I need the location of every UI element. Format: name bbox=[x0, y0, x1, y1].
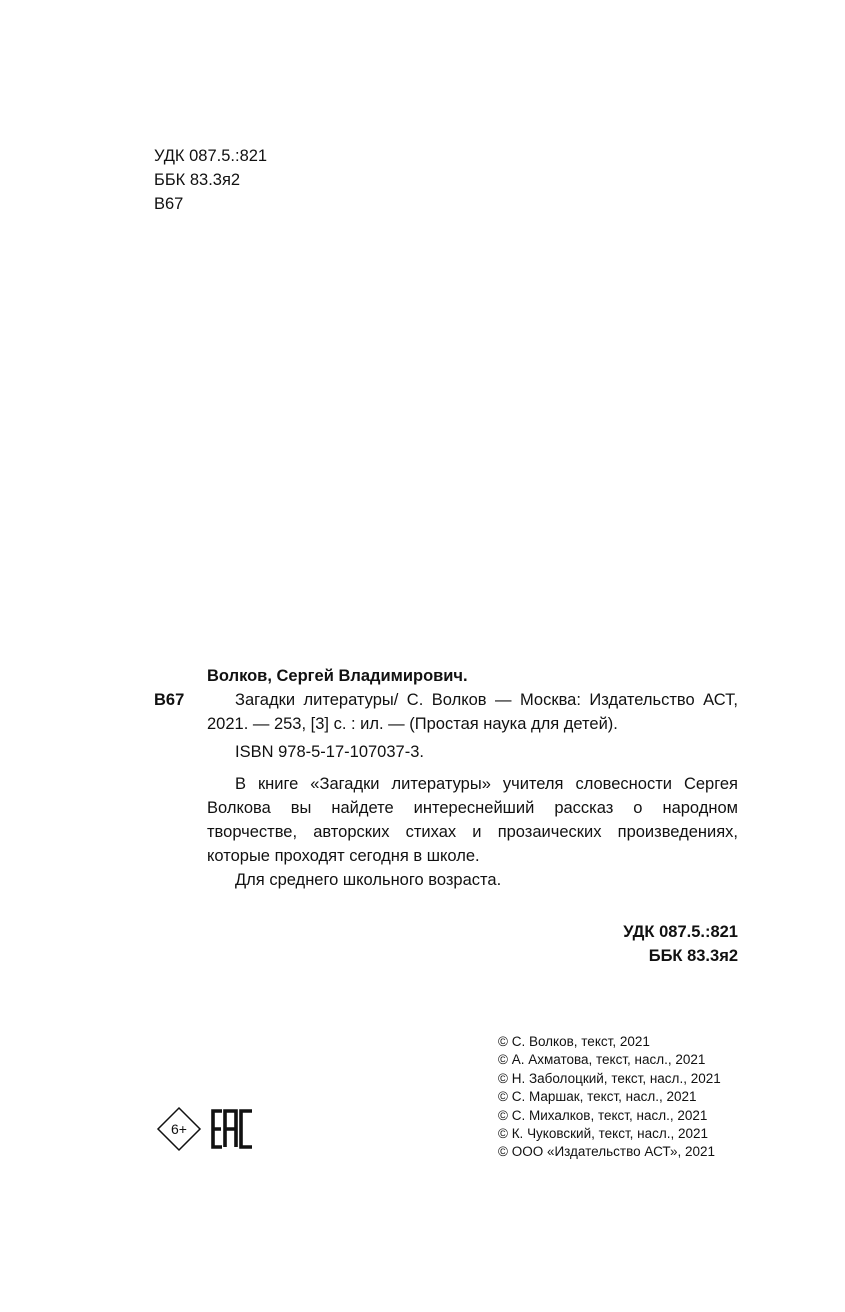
bottom-classification-codes bbox=[540, 920, 738, 968]
entry-audience: Для среднего школьного возраста. bbox=[235, 871, 502, 889]
eac-certification-mark bbox=[210, 1108, 256, 1150]
author-mark: В67 bbox=[154, 195, 184, 213]
entry-description: Загадки литературы/ С. Волков — Москва: Издательство АСТ, 2021. — 253, [3] с. : ил. — (Простая наука для детей). bbox=[207, 691, 738, 733]
age-rating-text: 6+ bbox=[171, 1121, 187, 1137]
classification-codes bbox=[154, 144, 267, 216]
age-rating-badge bbox=[156, 1106, 202, 1152]
copyright-list bbox=[498, 1033, 721, 1162]
bibliographic-entry bbox=[207, 664, 738, 892]
copyright-line: © А. Ахматова, текст, насл., 2021 bbox=[498, 1052, 706, 1068]
copyright-line: © С. Михалков, текст, насл., 2021 bbox=[498, 1107, 708, 1123]
bbk-code: ББК 83.3я2 bbox=[154, 171, 241, 189]
bottom-bbk-code: ББК 83.3я2 bbox=[648, 947, 738, 965]
entry-annotation: В книге «Загадки литературы» учителя словесности Сергея Волкова вы найдете интереснейший рассказ о народном творчестве, авторских стихах и прозаических произведениях, которые проходят сегодня в школе. bbox=[207, 775, 738, 865]
copyright-line: © Н. Заболоцкий, текст, насл., 2021 bbox=[498, 1070, 721, 1086]
copyright-line: © ООО «Издательство АСТ», 2021 bbox=[498, 1144, 716, 1160]
entry-author: Волков, Сергей Владимирович. bbox=[207, 667, 468, 685]
entry-author-mark: В67 bbox=[154, 691, 185, 709]
copyright-line: © К. Чуковский, текст, насл., 2021 bbox=[498, 1126, 709, 1142]
entry-isbn: ISBN 978-5-17-107037-3. bbox=[235, 743, 424, 761]
bottom-udk-code: УДК 087.5.:821 bbox=[623, 923, 738, 941]
udk-code: УДК 087.5.:821 bbox=[154, 147, 268, 165]
copyright-line: © С. Волков, текст, 2021 bbox=[498, 1034, 650, 1049]
copyright-line: © С. Маршак, текст, насл., 2021 bbox=[498, 1089, 697, 1105]
